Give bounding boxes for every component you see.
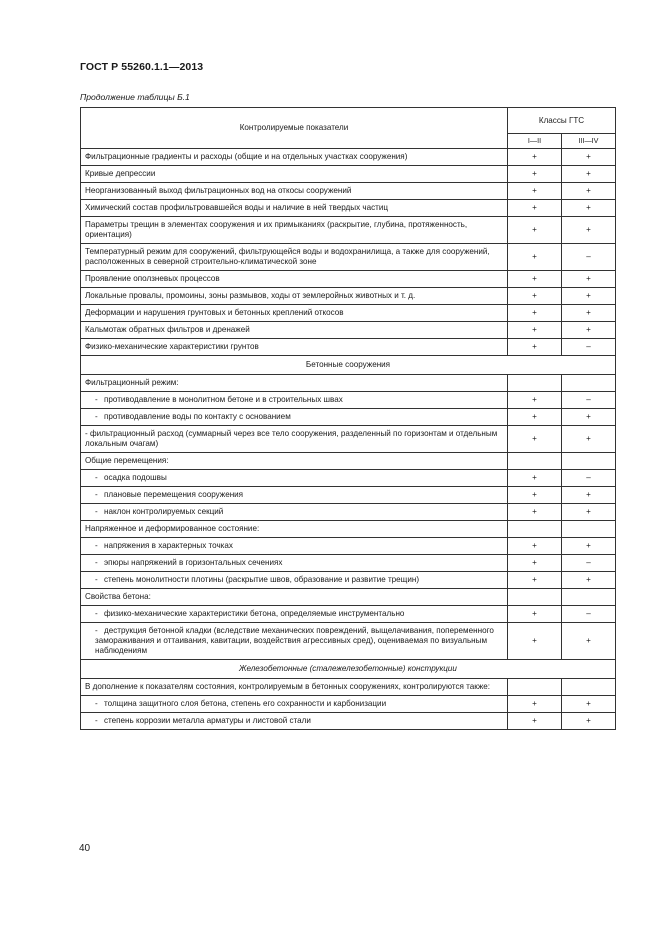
table-row (81, 288, 616, 305)
class-b-mark: – (562, 555, 616, 572)
class-b-mark: + (562, 487, 616, 504)
class-a-mark: + (508, 426, 562, 453)
class-a-mark (508, 589, 562, 606)
table-row (81, 606, 616, 623)
header-class-b: III—IV (562, 134, 616, 149)
table-row (81, 453, 616, 470)
indicator-cell: Физико-механические характеристики грунтов (81, 339, 508, 356)
table-row (81, 555, 616, 572)
class-b-mark (562, 589, 616, 606)
indicator-cell: Параметры трещин в элементах сооружения и их примыканиях (раскрытие, глубина, протяженность, ориентация) (81, 217, 508, 244)
class-b-mark: + (562, 271, 616, 288)
class-b-mark (562, 521, 616, 538)
table-row (81, 487, 616, 504)
class-a-mark: + (508, 504, 562, 521)
class-b-mark: + (562, 166, 616, 183)
list-dash: - (95, 558, 98, 567)
class-a-mark (508, 679, 562, 696)
indicator-cell: Химический состав профильтровавшейся воды и наличие в ней твердых частиц (81, 200, 508, 217)
class-a-mark: + (508, 305, 562, 322)
indicator-cell: Кальмотаж обратных фильтров и дренажей (81, 322, 508, 339)
list-dash: - (95, 575, 98, 584)
class-b-mark: + (562, 713, 616, 730)
table-row (81, 217, 616, 244)
class-b-mark: + (562, 504, 616, 521)
indicator-cell (81, 555, 508, 572)
list-dash: - (95, 395, 98, 404)
indicator-label: степень монолитности плотины (раскрытие швов, образование и развитие трещин) (104, 575, 420, 584)
indicator-cell (81, 392, 508, 409)
class-b-mark: + (562, 183, 616, 200)
class-a-mark: + (508, 200, 562, 217)
table-row (81, 244, 616, 271)
indicator-cell (81, 606, 508, 623)
table-body (81, 149, 616, 730)
indicator-cell: Температурный режим для сооружений, фильтрующейся воды и водохранилища, а также для сооружений, расположенных в северной строительно-климатической зоне (81, 244, 508, 271)
indicator-cell (81, 623, 508, 660)
class-a-mark (508, 453, 562, 470)
table-row (81, 183, 616, 200)
class-b-mark: + (562, 322, 616, 339)
list-dash: - (95, 626, 98, 635)
class-b-mark (562, 453, 616, 470)
indicator-label: деструкция бетонной кладки (вследствие механических повреждений, выщелачивания, попеременного замораживания и оттаивания, кавитации, воздействия агрессивных сред), оцениваемая по визуальным наблюдениям (95, 626, 494, 655)
indicator-label: противодавление воды по контакту с основанием (104, 412, 291, 421)
indicator-cell: Деформации и нарушения грунтовых и бетонных креплений откосов (81, 305, 508, 322)
class-b-mark: + (562, 217, 616, 244)
class-a-mark: + (508, 322, 562, 339)
class-a-mark (508, 375, 562, 392)
indicator-cell: Фильтрационные градиенты и расходы (общие и на отдельных участках сооружения) (81, 149, 508, 166)
class-a-mark: + (508, 623, 562, 660)
section-title: Железобетонные (сталежелезобетонные) конструкции (81, 660, 616, 679)
class-b-mark: + (562, 288, 616, 305)
indicator-label: физико-механические характеристики бетона, определяемые инструментально (104, 609, 405, 618)
indicator-cell (81, 572, 508, 589)
indicator-label: напряжения в характерных точках (104, 541, 233, 550)
class-b-mark: – (562, 606, 616, 623)
class-a-mark: + (508, 271, 562, 288)
indicator-cell: Проявление оползневых процессов (81, 271, 508, 288)
class-a-mark: + (508, 713, 562, 730)
indicators-table (80, 107, 616, 730)
class-b-mark: + (562, 696, 616, 713)
table-row (81, 521, 616, 538)
indicator-cell (81, 409, 508, 426)
class-b-mark: + (562, 623, 616, 660)
class-b-mark: – (562, 470, 616, 487)
section-row (81, 660, 616, 679)
class-b-mark: + (562, 409, 616, 426)
class-a-mark: + (508, 217, 562, 244)
section-row (81, 356, 616, 375)
indicator-cell (81, 713, 508, 730)
list-dash: - (95, 507, 98, 516)
class-a-mark: + (508, 183, 562, 200)
class-b-mark: – (562, 392, 616, 409)
class-b-mark (562, 375, 616, 392)
class-b-mark: + (562, 538, 616, 555)
page-number: 40 (79, 843, 91, 854)
table-caption: Продолжение таблицы Б.1 (80, 92, 190, 102)
class-b-mark: – (562, 244, 616, 271)
indicator-label: плановые перемещения сооружения (104, 490, 244, 499)
list-dash: - (95, 412, 98, 421)
indicator-cell (81, 504, 508, 521)
class-a-mark (508, 521, 562, 538)
class-b-mark: + (562, 305, 616, 322)
table-row (81, 392, 616, 409)
table-row (81, 696, 616, 713)
indicator-label: противодавление в монолитном бетоне и в строительных швах (104, 395, 343, 404)
class-a-mark: + (508, 392, 562, 409)
indicator-cell: Общие перемещения: (81, 453, 508, 470)
list-dash: - (95, 716, 98, 725)
table-row (81, 470, 616, 487)
list-dash: - (95, 473, 98, 482)
list-dash: - (95, 609, 98, 618)
indicator-cell: Напряженное и деформированное состояние: (81, 521, 508, 538)
indicator-cell: Локальные провалы, промоины, зоны размывов, ходы от землеройных животных и т. д. (81, 288, 508, 305)
class-a-mark: + (508, 149, 562, 166)
table-row (81, 166, 616, 183)
indicator-cell: Свойства бетона: (81, 589, 508, 606)
class-b-mark: + (562, 572, 616, 589)
indicator-label: степень коррозии металла арматуры и листовой стали (104, 716, 311, 725)
class-a-mark: + (508, 538, 562, 555)
indicator-cell (81, 487, 508, 504)
class-a-mark: + (508, 244, 562, 271)
class-a-mark: + (508, 288, 562, 305)
indicator-cell: Кривые депрессии (81, 166, 508, 183)
indicator-cell: - фильтрационный расход (суммарный через все тело сооружения, разделенный по горизонтам и отдельным локальным очагам) (81, 426, 508, 453)
indicator-label: эпюры напряжений в горизонтальных сечениях (104, 558, 283, 567)
class-b-mark (562, 679, 616, 696)
table-row (81, 572, 616, 589)
table-row (81, 339, 616, 356)
class-a-mark: + (508, 696, 562, 713)
table-row (81, 271, 616, 288)
class-a-mark: + (508, 606, 562, 623)
indicator-label: осадка подошвы (104, 473, 167, 482)
class-b-mark: + (562, 200, 616, 217)
class-a-mark: + (508, 555, 562, 572)
table-row (81, 375, 616, 392)
section-title: Бетонные сооружения (81, 356, 616, 375)
indicator-cell (81, 538, 508, 555)
class-a-mark: + (508, 409, 562, 426)
table-row (81, 538, 616, 555)
header-indicator: Контролируемые показатели (81, 108, 508, 149)
table-row (81, 713, 616, 730)
class-b-mark: + (562, 426, 616, 453)
header-class-a: I—II (508, 134, 562, 149)
class-a-mark: + (508, 572, 562, 589)
table-row (81, 623, 616, 660)
indicator-cell: Фильтрационный режим: (81, 375, 508, 392)
table-row (81, 322, 616, 339)
class-b-mark: + (562, 149, 616, 166)
class-b-mark: – (562, 339, 616, 356)
class-a-mark: + (508, 166, 562, 183)
header-class-group: Классы ГТС (508, 108, 616, 134)
table-row (81, 409, 616, 426)
indicator-cell (81, 470, 508, 487)
indicator-cell (81, 696, 508, 713)
list-dash: - (95, 541, 98, 550)
class-a-mark: + (508, 339, 562, 356)
table-row (81, 305, 616, 322)
table-row (81, 679, 616, 696)
table-row (81, 426, 616, 453)
class-a-mark: + (508, 470, 562, 487)
indicator-label: наклон контролируемых секций (104, 507, 224, 516)
document-code: ГОСТ Р 55260.1.1—2013 (80, 61, 204, 73)
list-dash: - (95, 490, 98, 499)
table-row (81, 504, 616, 521)
table-row (81, 589, 616, 606)
list-dash: - (95, 699, 98, 708)
indicator-label: толщина защитного слоя бетона, степень его сохранности и карбонизации (104, 699, 387, 708)
table-row (81, 200, 616, 217)
class-a-mark: + (508, 487, 562, 504)
indicator-cell: Неорганизованный выход фильтрационных вод на откосы сооружений (81, 183, 508, 200)
table-row (81, 149, 616, 166)
indicator-cell: В дополнение к показателям состояния, контролируемым в бетонных сооружениях, контролируются также: (81, 679, 508, 696)
